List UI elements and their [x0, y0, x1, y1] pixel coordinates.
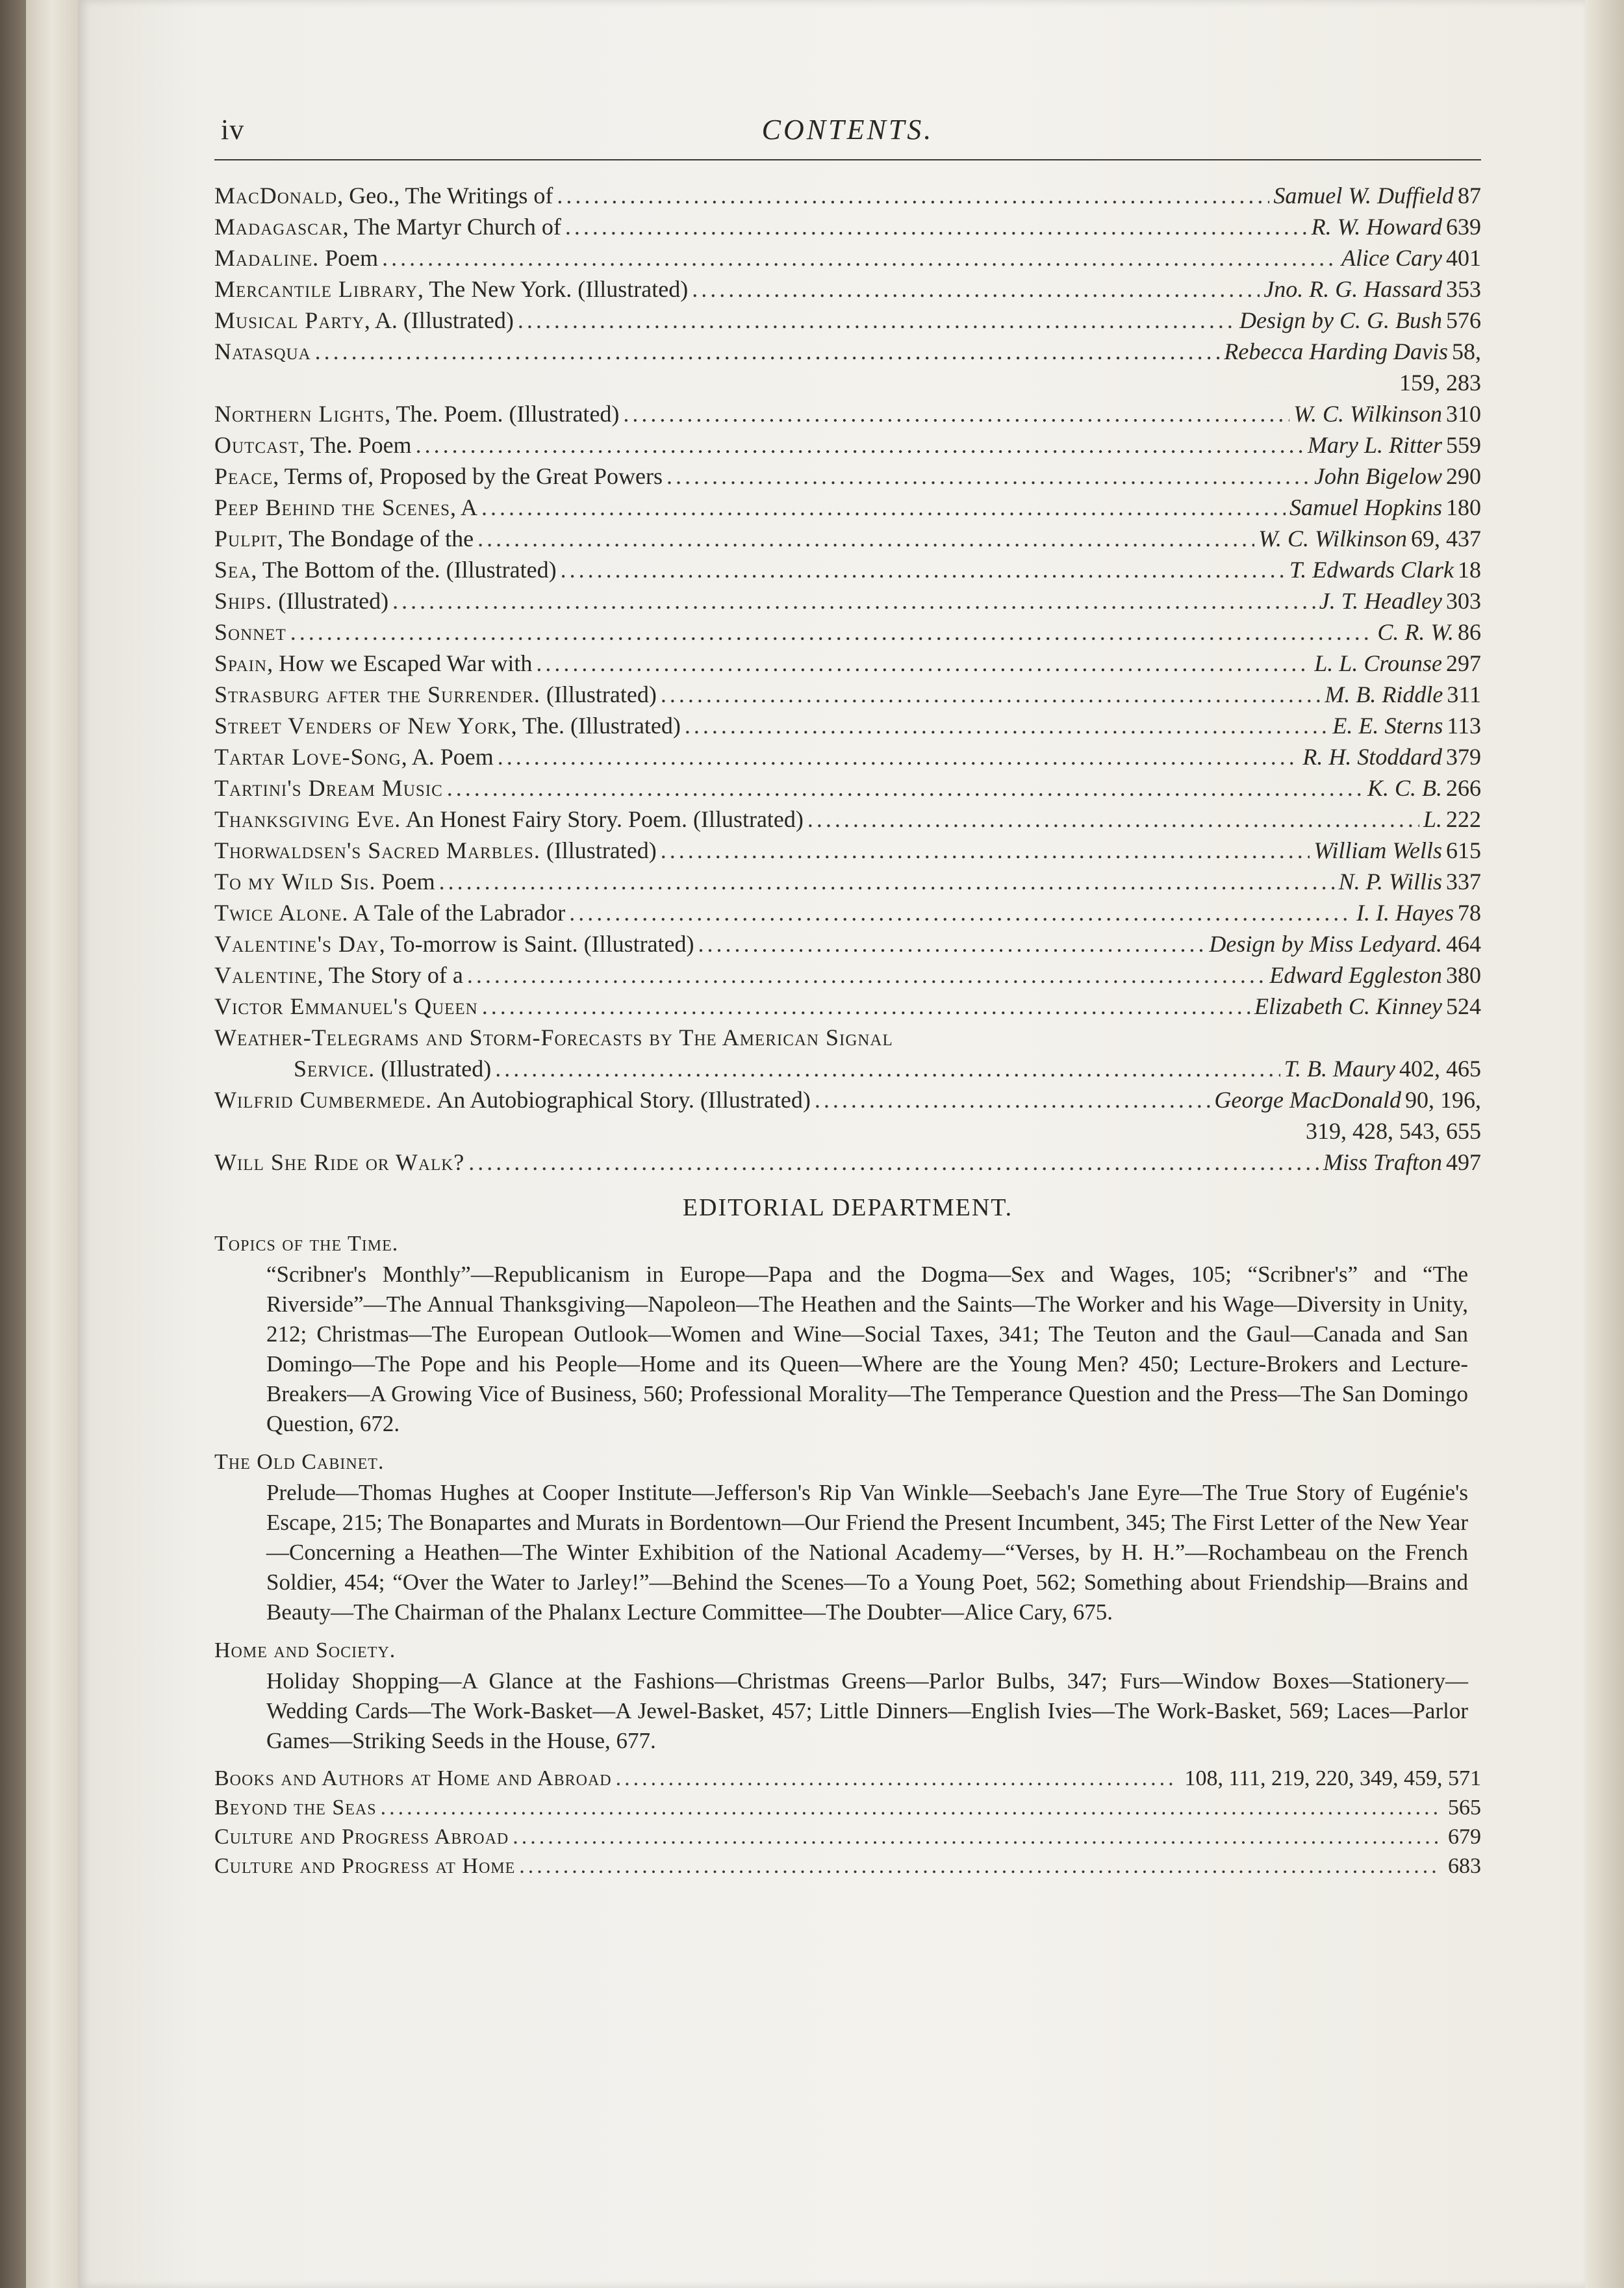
- toc-entry: [214, 1084, 1481, 1115]
- dot-leader: [565, 211, 1308, 242]
- toc-entry: [214, 804, 1481, 835]
- toc-entry: [214, 960, 1481, 991]
- entry-title: Culture and Progress Abroad: [214, 1825, 509, 1849]
- entry-title: Ships.: [214, 588, 273, 614]
- page-content: [214, 97, 1481, 1881]
- toc-entry: [214, 772, 1481, 804]
- dot-leader: [447, 772, 1364, 804]
- dot-leader: [468, 1147, 1319, 1178]
- dot-leader: [416, 429, 1304, 461]
- entry-title: Wilfrid Cumbermede.: [214, 1087, 433, 1113]
- dot-leader: [495, 1053, 1280, 1084]
- dot-leader: [661, 679, 1321, 710]
- dot-leader: [290, 616, 1374, 648]
- toc-entry: [214, 1851, 1481, 1881]
- entry-rest: , The. Poem. (Illustrated): [385, 401, 620, 427]
- entry-author: J. T. Headley: [1319, 588, 1442, 614]
- dot-leader: [518, 305, 1236, 336]
- entry-author: T. B. Maury: [1284, 1056, 1395, 1082]
- toc-entry: [214, 180, 1481, 211]
- toc-entry: [214, 242, 1481, 273]
- entry-author: R. H. Stoddard: [1302, 744, 1442, 770]
- toc-entry: [214, 305, 1481, 336]
- entry-rest: , A. (Illustrated): [364, 307, 514, 333]
- toc-entry: [214, 866, 1481, 897]
- dot-leader: [536, 648, 1310, 679]
- entry-title: Mercantile Library: [214, 276, 418, 302]
- toc-entry: [214, 585, 1481, 616]
- toc-entry: [214, 897, 1481, 928]
- dot-leader: [623, 398, 1289, 429]
- entry-title: Sonnet: [214, 619, 286, 645]
- entry-author: N. P. Willis: [1338, 869, 1442, 895]
- toc-entry: [214, 211, 1481, 242]
- dot-leader: [815, 1084, 1211, 1115]
- dot-leader: [315, 336, 1221, 367]
- entry-pages: 266: [1446, 775, 1481, 801]
- entry-author: Alice Cary: [1341, 245, 1442, 271]
- toc-entry: [214, 710, 1481, 741]
- entry-pages: 337: [1446, 869, 1481, 895]
- toc-entry: [214, 1147, 1481, 1178]
- entry-author: I. I. Hayes: [1356, 900, 1454, 926]
- entry-rest: An Autobiographical Story. (Illustrated): [432, 1087, 811, 1113]
- entry-pages: 90, 196,: [1405, 1087, 1481, 1113]
- dot-leader: [807, 804, 1419, 835]
- entry-rest: , The New York. (Illustrated): [417, 276, 689, 302]
- entry-author: Rebecca Harding Davis: [1224, 338, 1448, 364]
- entry-author: M. B. Riddle: [1325, 681, 1443, 707]
- page-header: [214, 97, 1481, 160]
- page-number: iv: [221, 114, 245, 146]
- dot-leader: [557, 180, 1269, 211]
- dot-leader: [685, 710, 1328, 741]
- entry-rest: Poem: [375, 869, 435, 895]
- entry-rest: , The Bondage of the: [277, 526, 474, 552]
- entry-author: L.: [1423, 806, 1442, 832]
- section-text: Holiday Shopping—A Glance at the Fashions—Christmas Greens—Parlor Bulbs, 347; Furs—Window Boxes—Stationery—Wedding Cards—The Work-Basket—A Jewel-Basket, 457; Little Dinners—English Ivies—The Work-Basket, 569; Laces—Parlor Games—Striking Seeds in the House, 677.: [266, 1668, 1468, 1753]
- entry-pages: 679: [1448, 1825, 1481, 1849]
- toc-entry: [214, 1822, 1481, 1851]
- entry-pages: 222: [1446, 806, 1481, 832]
- dot-leader: [569, 897, 1352, 928]
- entry-pages: 639: [1446, 214, 1481, 240]
- entry-title: Musical Party: [214, 307, 364, 333]
- entry-title: Madaline.: [214, 245, 320, 271]
- entry-author: Mary L. Ritter: [1308, 432, 1442, 458]
- entry-rest: , The Story of a: [317, 962, 463, 988]
- entry-pages: 303: [1446, 588, 1481, 614]
- entry-pages: 86: [1458, 619, 1481, 645]
- entry-rest: (Illustrated): [375, 1056, 492, 1082]
- entry-title: Victor Emmanuel's Queen: [214, 993, 478, 1019]
- entry-pages: 524: [1446, 993, 1481, 1019]
- dot-leader: [382, 242, 1338, 273]
- dot-leader: [692, 273, 1260, 305]
- entry-pages: 576: [1446, 307, 1481, 333]
- entry-pages: 559: [1446, 432, 1481, 458]
- entry-pages: 87: [1458, 183, 1481, 209]
- section-heading: The Old Cabinet.: [214, 1450, 385, 1474]
- entry-title: Peep Behind the Scenes: [214, 494, 451, 520]
- entry-author: W. C. Wilkinson: [1293, 401, 1442, 427]
- entry-title: Spain: [214, 650, 268, 676]
- entry-pages: 615: [1446, 837, 1481, 863]
- entry-pages: 683: [1448, 1854, 1481, 1878]
- entry-title: Service.: [294, 1056, 375, 1082]
- dot-leader: [513, 1822, 1440, 1851]
- dot-leader: [477, 523, 1254, 554]
- entry-title: Strasburg after the Surrender.: [214, 681, 540, 707]
- entry-author: Jno. R. G. Hassard: [1263, 276, 1442, 302]
- entry-rest: (Illustrated): [540, 837, 657, 863]
- entry-rest: (Illustrated): [540, 681, 657, 707]
- editorial-department-heading: EDITORIAL DEPARTMENT.: [682, 1194, 1013, 1221]
- dot-leader: [482, 991, 1250, 1022]
- entry-pages-continued: 319, 428, 543, 655: [1306, 1118, 1481, 1144]
- entry-pages: 180: [1446, 494, 1481, 520]
- entry-pages: 311: [1447, 681, 1481, 707]
- entry-rest: , The. (Illustrated): [511, 713, 681, 739]
- entry-pages: 464: [1446, 931, 1481, 957]
- toc-entry: [214, 523, 1481, 554]
- dot-leader: [439, 866, 1335, 897]
- toc-entry: [214, 273, 1481, 305]
- dot-leader: [698, 928, 1206, 960]
- toc-entry: [214, 616, 1481, 648]
- entry-title: Tartini's Dream Music: [214, 775, 443, 801]
- entry-author: Design by C. G. Bush: [1239, 307, 1442, 333]
- entry-rest: Poem: [319, 245, 379, 271]
- entry-title: Thorwaldsen's Sacred Marbles.: [214, 837, 540, 863]
- entry-rest: , A: [450, 494, 478, 520]
- entry-rest: , The Bottom of the. (Illustrated): [251, 557, 557, 583]
- entry-author: T. Edwards Clark: [1289, 557, 1454, 583]
- entry-title: Sea: [214, 557, 251, 583]
- entry-author: Elizabeth C. Kinney: [1254, 993, 1442, 1019]
- dot-leader: [666, 461, 1310, 492]
- entry-rest: An Honest Fairy Story. Poem. (Illustrated): [401, 806, 804, 832]
- toc-entry: [214, 679, 1481, 710]
- section-heading: Home and Society.: [214, 1638, 396, 1662]
- entry-pages: 297: [1446, 650, 1481, 676]
- dot-leader: [467, 960, 1265, 991]
- entry-rest: A Tale of the Labrador: [348, 900, 566, 926]
- entry-author: C. R. W.: [1377, 619, 1454, 645]
- contents-page: [78, 0, 1585, 2288]
- entry-pages: 58,: [1452, 338, 1481, 364]
- toc-entry: [214, 554, 1481, 585]
- entry-pages: 290: [1446, 463, 1481, 489]
- entry-pages: 310: [1446, 401, 1481, 427]
- entry-pages: 565: [1448, 1796, 1481, 1820]
- toc-entry: [214, 398, 1481, 429]
- entry-author: George MacDonald: [1214, 1087, 1401, 1113]
- entry-title: Twice Alone.: [214, 900, 349, 926]
- toc-entry: [214, 835, 1481, 866]
- entry-author: R. W. Howard: [1311, 214, 1442, 240]
- entry-pages: 380: [1446, 962, 1481, 988]
- entry-pages: 401: [1446, 245, 1481, 271]
- entry-pages: 379: [1446, 744, 1481, 770]
- contents-list: [214, 180, 1481, 1178]
- dot-leader: [519, 1851, 1440, 1881]
- entry-pages: 18: [1458, 557, 1481, 583]
- entry-pages: 69, 437: [1411, 526, 1481, 552]
- entry-title: Street Venders of New York: [214, 713, 511, 739]
- entry-title: Pulpit: [214, 526, 277, 552]
- dot-leader: [616, 1764, 1177, 1793]
- toc-entry: [214, 1793, 1481, 1822]
- entry-rest: , Terms of, Proposed by the Great Powers: [273, 463, 663, 489]
- entry-pages: 108, 111, 219, 220, 349, 459, 571: [1184, 1766, 1481, 1790]
- entry-title: Madagascar: [214, 214, 343, 240]
- dot-leader: [661, 835, 1310, 866]
- entry-pages-continued: 159, 283: [1399, 370, 1481, 396]
- entry-pages: 113: [1447, 713, 1481, 739]
- entry-author: Edward Eggleston: [1269, 962, 1442, 988]
- entry-title: Beyond the Seas: [214, 1796, 377, 1820]
- entry-title: Outcast: [214, 432, 299, 458]
- entry-rest: , Geo., The Writings of: [337, 183, 553, 209]
- facing-page-edge: [1585, 0, 1624, 2288]
- entry-author: Miss Trafton: [1323, 1149, 1442, 1175]
- running-title: CONTENTS.: [761, 114, 934, 146]
- entry-title: Valentine: [214, 962, 318, 988]
- toc-entry: [214, 429, 1481, 461]
- entry-title: Tartar Love-Song: [214, 744, 401, 770]
- entry-author: John Bigelow: [1314, 463, 1442, 489]
- entry-title: To my Wild Sis.: [214, 869, 376, 895]
- toc-entry: [214, 741, 1481, 772]
- toc-entry: [214, 336, 1481, 367]
- entry-rest: (Illustrated): [272, 588, 389, 614]
- entry-title: MacDonald: [214, 183, 338, 209]
- toc-entry: [214, 1764, 1481, 1793]
- entry-pages: 78: [1458, 900, 1481, 926]
- section-text: “Scribner's Monthly”—Republicanism in Europe—Papa and the Dogma—Sex and Wages, 105; “Scribner's” and “The Riverside”—The Annual Thanksgiving—Napoleon—The Heathen and the Saints—The Worker and his Wage—Diversity in Unity, 212; Christmas—The European Outlook—Women and Wine—Social Taxes, 341; The Teuton and the Gaul—Canada and San Domingo—The Pope and his People—Home and its Queen—Where are the Young Men? 450; Lecture-Brokers and Lecture-Breakers—A Growing Vice of Business, 560; Professional Morality—The Temperance Question and the Press—The San Domingo Question, 672.: [266, 1262, 1468, 1436]
- entry-author: Design by Miss Ledyard.: [1209, 931, 1442, 957]
- dot-leader: [561, 554, 1286, 585]
- entry-pages: 402, 465: [1399, 1056, 1481, 1082]
- dot-leader: [481, 492, 1286, 523]
- entry-title: Peace: [214, 463, 273, 489]
- entry-rest: , A. Poem: [401, 744, 494, 770]
- toc-entry: [214, 461, 1481, 492]
- entry-author: L. L. Crounse: [1314, 650, 1442, 676]
- entry-rest: , The. Poem: [299, 432, 412, 458]
- page-stack-edge: [26, 0, 79, 2288]
- entry-author: Samuel W. Duffield: [1273, 183, 1454, 209]
- entry-title: Thanksgiving Eve.: [214, 806, 401, 832]
- dot-leader: [381, 1793, 1440, 1822]
- section-heading: Topics of the Time.: [214, 1232, 399, 1256]
- entry-author: W. C. Wilkinson: [1258, 526, 1407, 552]
- entry-title: Weather-Telegrams and Storm-Forecasts by The American Signal: [214, 1024, 893, 1050]
- toc-entry: [214, 1022, 1481, 1053]
- bottom-contents-list: [214, 1764, 1481, 1881]
- entry-title: Northern Lights: [214, 401, 385, 427]
- entry-title: Culture and Progress at Home: [214, 1854, 516, 1878]
- entry-title: Natasqua: [214, 338, 311, 364]
- entry-author: E. E. Sterns: [1332, 713, 1443, 739]
- toc-entry: [214, 648, 1481, 679]
- entry-author: Samuel Hopkins: [1289, 494, 1442, 520]
- toc-entry: [214, 991, 1481, 1022]
- entry-rest: , The Martyr Church of: [342, 214, 561, 240]
- entry-title: Will She Ride or Walk?: [214, 1149, 465, 1175]
- entry-rest: , To-morrow is Saint. (Illustrated): [379, 931, 694, 957]
- toc-entry: [214, 928, 1481, 960]
- dot-leader: [498, 741, 1299, 772]
- dot-leader: [392, 585, 1315, 616]
- entry-title: Books and Authors at Home and Abroad: [214, 1766, 612, 1790]
- entry-rest: , How we Escaped War with: [267, 650, 533, 676]
- entry-author: K. C. B.: [1367, 775, 1442, 801]
- entry-author: William Wells: [1313, 837, 1442, 863]
- entry-pages: 497: [1446, 1149, 1481, 1175]
- entry-title: Valentine's Day: [214, 931, 379, 957]
- section-text: Prelude—Thomas Hughes at Cooper Institute—Jefferson's Rip Van Winkle—Seebach's Jane Eyre—The True Story of Eugénie's Escape, 215; The Bonapartes and Murats in Bordentown—Our Friend the Present Incumbent, 345; The First Letter of the New Year—Concerning a Heathen—The Winter Exhibition of the National Academy—“Verses, by H. H.”—Rochambeau on the French Soldier, 454; “Over the Water to Jarley!”—Behind the Scenes—To a Young Poet, 562; Something about Friendship—Brains and Beauty—The Chairman of the Phalanx Lecture Committee—The Doubter—Alice Cary, 675.: [266, 1480, 1468, 1625]
- toc-entry: [214, 1053, 1481, 1084]
- entry-pages: 353: [1446, 276, 1481, 302]
- toc-entry: [214, 492, 1481, 523]
